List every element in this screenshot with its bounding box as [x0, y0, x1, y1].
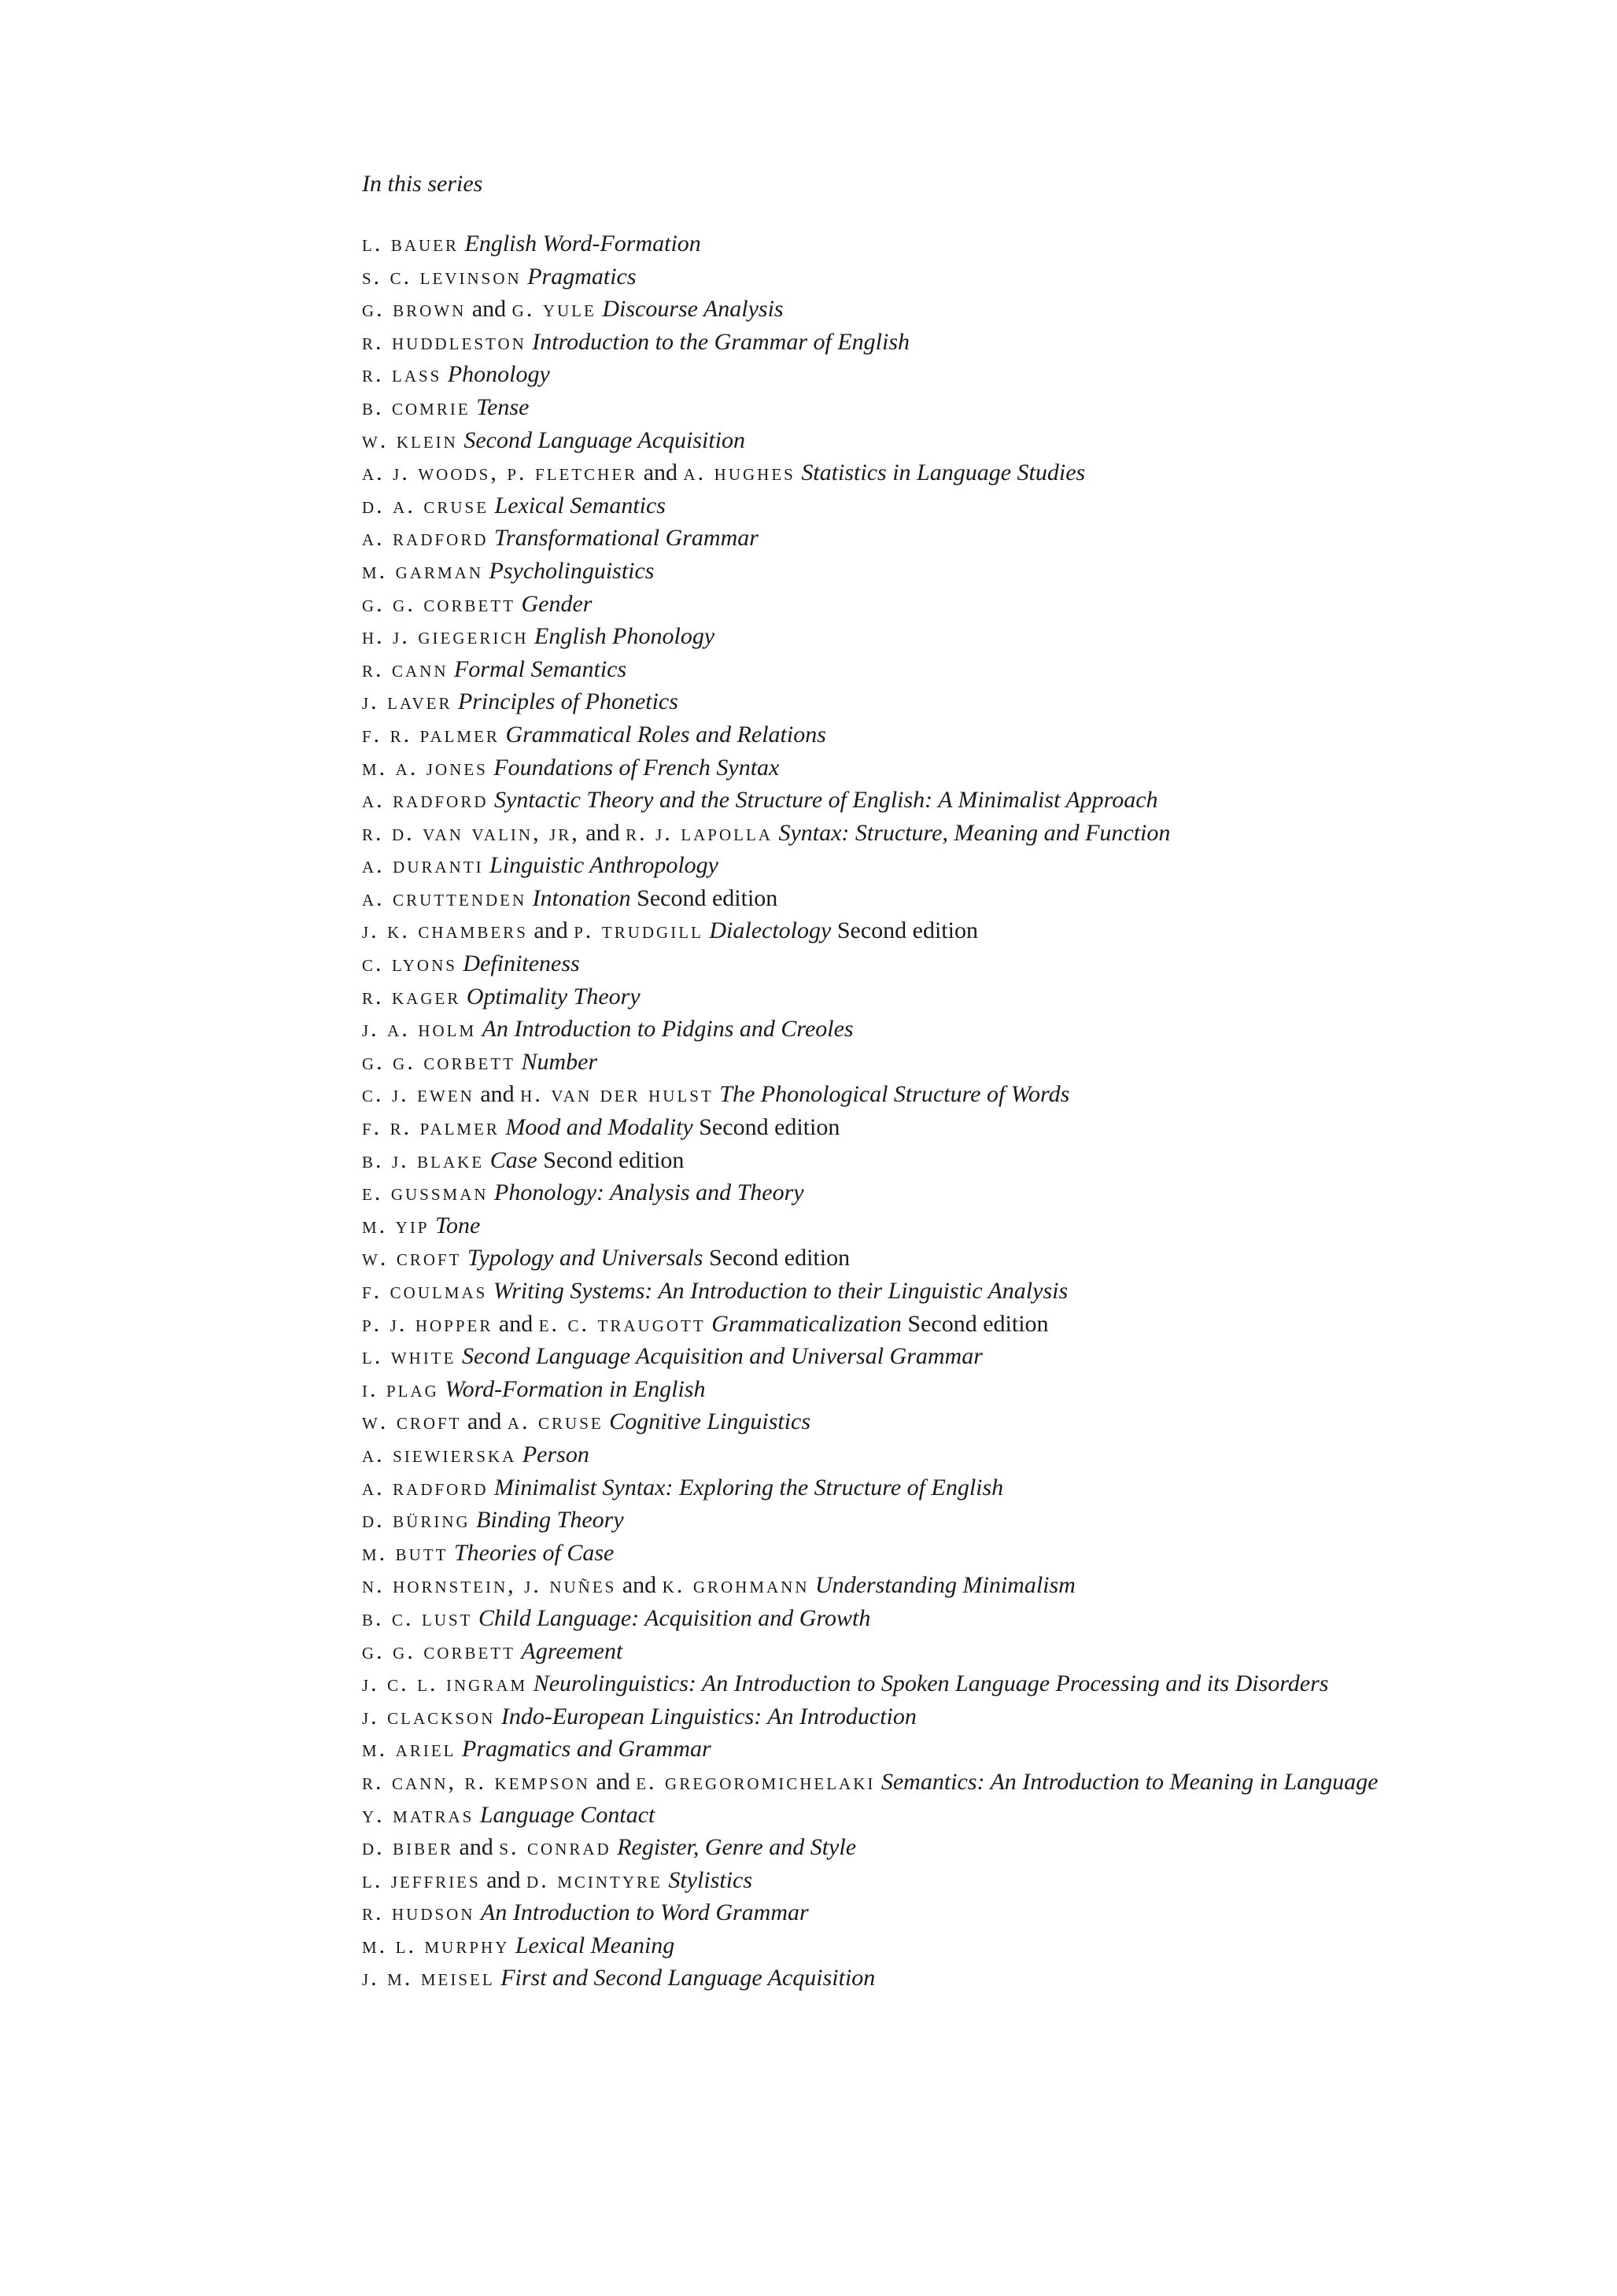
conjunction: and	[480, 1081, 515, 1108]
book-title: Phonology: Analysis and Theory	[494, 1179, 804, 1206]
author-name: s. conrad	[499, 1834, 611, 1861]
author-name: d. a. cruse	[362, 492, 489, 519]
series-entry	[362, 882, 1385, 915]
series-entry	[362, 326, 1385, 359]
book-title: Minimalist Syntax: Exploring the Structure of English	[494, 1474, 1004, 1501]
author-name: d. mcintyre	[526, 1866, 663, 1893]
book-title: Psycholinguistics	[489, 557, 655, 584]
series-entry	[362, 1209, 1385, 1242]
series-entry	[362, 1471, 1385, 1504]
series-entry	[362, 391, 1385, 424]
author-name: k. grohmann	[662, 1572, 810, 1599]
series-entry	[362, 1438, 1385, 1471]
series-entry	[362, 456, 1385, 489]
series-entry	[362, 1864, 1385, 1897]
book-title: English Word-Formation	[464, 231, 701, 257]
series-entry	[362, 1176, 1385, 1209]
series-entry	[362, 1373, 1385, 1406]
series-entry	[362, 588, 1385, 621]
author-name: d. biber	[362, 1834, 454, 1861]
author-name: r. hudson	[362, 1899, 475, 1926]
conjunction: and	[643, 460, 678, 486]
series-entry	[362, 1569, 1385, 1602]
book-title: Semantics: An Introduction to Meaning in Language	[880, 1768, 1379, 1795]
series-entry	[362, 653, 1385, 686]
author-name: m. ariel	[362, 1736, 456, 1763]
book-title: Phonology	[447, 361, 550, 388]
edition-note: Second edition	[836, 917, 978, 944]
author-name: r. lass	[362, 361, 442, 388]
series-entry	[362, 1667, 1385, 1700]
conjunction: and	[467, 1408, 502, 1435]
author-name: j. clackson	[362, 1703, 496, 1729]
book-title: Grammaticalization	[711, 1310, 902, 1337]
series-entry	[362, 1013, 1385, 1046]
series-entry	[362, 1700, 1385, 1733]
book-title: Lexical Meaning	[515, 1932, 675, 1958]
book-title: Person	[522, 1441, 589, 1467]
author-name: j. c. l. ingram	[362, 1670, 528, 1697]
conjunction: and	[471, 296, 507, 323]
series-entry	[362, 1242, 1385, 1275]
series-entry	[362, 1635, 1385, 1668]
book-title: Formal Semantics	[454, 655, 627, 682]
book-title: Binding Theory	[476, 1507, 624, 1534]
series-entry	[362, 424, 1385, 457]
conjunction: and	[585, 819, 620, 846]
author-name: a. siewierska	[362, 1441, 517, 1467]
series-entry	[362, 980, 1385, 1013]
book-title: Case	[489, 1146, 537, 1173]
author-name: m. a. jones	[362, 754, 488, 781]
author-name: c. j. ewen	[362, 1081, 474, 1108]
conjunction: and	[498, 1310, 533, 1337]
author-name: p. j. hopper	[362, 1310, 493, 1337]
series-heading: In this series	[362, 171, 483, 197]
series-entry	[362, 1831, 1385, 1864]
series-entry	[362, 555, 1385, 588]
author-name: f. r. palmer	[362, 721, 500, 747]
series-entry	[362, 358, 1385, 391]
book-title: Word-Formation in English	[445, 1375, 706, 1402]
author-name: c. lyons	[362, 951, 457, 977]
author-name: g. g. corbett	[362, 590, 515, 617]
book-title: Tense	[476, 393, 530, 420]
series-entry	[362, 947, 1385, 980]
book-title: Discourse Analysis	[602, 296, 784, 323]
author-name: a. j. woods, p. fletcher	[362, 460, 638, 486]
author-name: d. büring	[362, 1507, 471, 1534]
edition-note: Second edition	[708, 1245, 851, 1272]
book-title: Register, Genre and Style	[617, 1834, 857, 1861]
author-name: a. radford	[362, 525, 489, 552]
book-title: Stylistics	[668, 1866, 753, 1893]
author-name: e. c. traugott	[538, 1310, 706, 1337]
author-name: r. j. lapolla	[626, 819, 773, 846]
author-name: n. hornstein, j. nuñes	[362, 1572, 617, 1599]
book-title: Linguistic Anthropology	[489, 852, 719, 879]
book-title: Gender	[521, 590, 593, 617]
book-title: Introduction to the Grammar of English	[532, 328, 910, 355]
edition-note: Second edition	[543, 1146, 685, 1173]
series-entry	[362, 1929, 1385, 1962]
series-entry	[362, 1308, 1385, 1341]
author-name: w. croft	[362, 1245, 462, 1272]
series-entry	[362, 260, 1385, 293]
series-entry	[362, 1340, 1385, 1373]
author-name: r. cann, r. kempson	[362, 1768, 590, 1795]
author-name: b. j. blake	[362, 1146, 485, 1173]
author-name: j. k. chambers	[362, 917, 528, 944]
edition-note: Second edition	[907, 1310, 1049, 1337]
book-title: An Introduction to Word Grammar	[481, 1899, 809, 1926]
series-entry	[362, 1504, 1385, 1537]
author-name: f. coulmas	[362, 1278, 488, 1304]
series-entry	[362, 1799, 1385, 1832]
edition-note: Second edition	[699, 1114, 840, 1141]
book-title: Typology and Universals	[467, 1245, 703, 1272]
author-name: l. white	[362, 1343, 456, 1370]
series-entry	[362, 227, 1385, 260]
author-name: r. kager	[362, 983, 461, 1010]
book-title: Child Language: Acquisition and Growth	[478, 1604, 871, 1631]
author-name: a. hughes	[683, 460, 796, 486]
series-entry	[362, 685, 1385, 718]
book-title: Dialectology	[709, 917, 832, 944]
author-name: b. c. lust	[362, 1604, 473, 1631]
series-entry	[362, 1537, 1385, 1570]
author-name: h. van der hulst	[520, 1081, 714, 1108]
book-title: The Phonological Structure of Words	[719, 1081, 1070, 1108]
series-entry	[362, 1144, 1385, 1177]
author-name: l. jeffries	[362, 1866, 481, 1893]
author-name: j. m. meisel	[362, 1965, 495, 1991]
book-title: Optimality Theory	[466, 983, 641, 1010]
author-name: a. cruttenden	[362, 884, 527, 911]
series-entry	[362, 1111, 1385, 1144]
series-entry	[362, 1766, 1385, 1799]
author-name: a. radford	[362, 1474, 489, 1501]
conjunction: and	[622, 1572, 657, 1599]
author-name: a. duranti	[362, 852, 484, 879]
series-entry	[362, 293, 1385, 326]
author-name: e. gregoromichelaki	[636, 1768, 876, 1795]
series-entry	[362, 1275, 1385, 1308]
author-name: g. g. corbett	[362, 1048, 515, 1075]
author-name: m. l. murphy	[362, 1932, 510, 1958]
edition-note: Second edition	[637, 884, 778, 911]
conjunction: and	[486, 1866, 521, 1893]
book-title: Pragmatics	[527, 263, 637, 290]
series-list	[362, 227, 1385, 1995]
book-title: Agreement	[521, 1637, 623, 1664]
conjunction: and	[533, 917, 568, 944]
book-title: First and Second Language Acquisition	[500, 1965, 876, 1991]
author-name: f. r. palmer	[362, 1114, 500, 1141]
author-name: s. c. levinson	[362, 263, 522, 290]
book-title: Writing Systems: An Introduction to their Linguistic Analysis	[493, 1278, 1069, 1304]
book-title: Foundations of French Syntax	[493, 754, 780, 781]
book-title: Lexical Semantics	[494, 492, 666, 519]
author-name: w. klein	[362, 426, 458, 453]
book-title: Syntactic Theory and the Structure of English: A Minimalist Approach	[494, 787, 1158, 814]
author-name: b. comrie	[362, 393, 471, 420]
author-name: j. laver	[362, 688, 452, 715]
book-title: Principles of Phonetics	[457, 688, 678, 715]
book-title: Statistics in Language Studies	[801, 460, 1086, 486]
book-title: Grammatical Roles and Relations	[505, 721, 826, 747]
series-entry	[362, 1733, 1385, 1766]
author-name: g. brown	[362, 296, 467, 323]
book-title: Indo-European Linguistics: An Introduction	[500, 1703, 917, 1729]
conjunction: and	[596, 1768, 630, 1795]
author-name: r. d. van valin, jr,	[362, 819, 580, 846]
series-entry	[362, 1962, 1385, 1995]
series-entry	[362, 1078, 1385, 1111]
series-entry	[362, 718, 1385, 751]
author-name: g. g. corbett	[362, 1637, 515, 1664]
author-name: m. yip	[362, 1212, 430, 1238]
series-entry	[362, 1405, 1385, 1438]
author-name: i. plag	[362, 1375, 439, 1402]
book-title: Understanding Minimalism	[815, 1572, 1076, 1599]
author-name: m. butt	[362, 1539, 449, 1566]
book-title: Tone	[435, 1212, 481, 1238]
book-title: Second Language Acquisition and Universal Grammar	[461, 1343, 983, 1370]
book-title: Transformational Grammar	[494, 525, 759, 552]
series-entry	[362, 620, 1385, 653]
author-name: a. cruse	[507, 1408, 604, 1435]
book-title: English Phonology	[534, 623, 715, 650]
book-title: Mood and Modality	[505, 1114, 693, 1141]
author-name: r. cann	[362, 655, 449, 682]
book-title: Language Contact	[479, 1801, 655, 1828]
author-name: j. a. holm	[362, 1016, 477, 1043]
conjunction: and	[459, 1834, 493, 1861]
book-title: Intonation	[532, 884, 631, 911]
author-name: w. croft	[362, 1408, 462, 1435]
book-title: Syntax: Structure, Meaning and Function	[778, 819, 1171, 846]
series-entry	[362, 751, 1385, 784]
book-title: Neurolinguistics: An Introduction to Spoken Language Processing and its Disorders	[533, 1670, 1329, 1697]
series-entry	[362, 914, 1385, 947]
author-name: p. trudgill	[574, 917, 703, 944]
book-title: Definiteness	[463, 951, 580, 977]
series-entry	[362, 489, 1385, 522]
author-name: g. yule	[511, 296, 596, 323]
book-title: Second Language Acquisition	[463, 426, 746, 453]
series-entry	[362, 1896, 1385, 1929]
book-title: Number	[521, 1048, 598, 1075]
book-title: Cognitive Linguistics	[609, 1408, 811, 1435]
series-entry	[362, 817, 1385, 850]
series-entry	[362, 522, 1385, 555]
author-name: e. gussman	[362, 1179, 489, 1206]
series-entry	[362, 1602, 1385, 1635]
author-name: m. garman	[362, 557, 484, 584]
series-entry	[362, 849, 1385, 882]
book-title: Pragmatics and Grammar	[462, 1736, 711, 1763]
series-entry	[362, 784, 1385, 817]
book-title: An Introduction to Pidgins and Creoles	[482, 1016, 854, 1043]
author-name: r. huddleston	[362, 328, 526, 355]
author-name: l. bauer	[362, 231, 459, 257]
series-entry	[362, 1046, 1385, 1079]
author-name: h. j. giegerich	[362, 623, 529, 650]
author-name: a. radford	[362, 787, 489, 814]
author-name: y. matras	[362, 1801, 474, 1828]
book-title: Theories of Case	[454, 1539, 615, 1566]
